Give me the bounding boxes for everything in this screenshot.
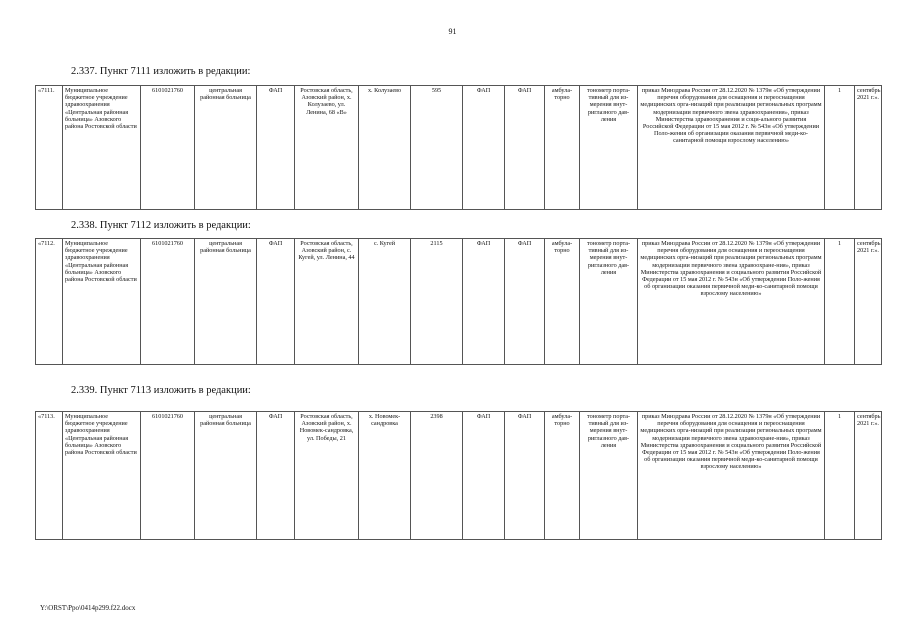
cell-quantity: 1 [825,86,855,210]
cell-parent-unit: центральная районная больница [195,86,257,210]
cell-quantity: 1 [825,239,855,365]
amendment-table-7111 [35,85,882,210]
table-row [36,412,882,540]
cell-type-2: ФАП [463,86,505,210]
cell-type-3: ФАП [505,239,545,365]
cell-code: 6101021760 [141,239,195,365]
cell-type-3: ФАП [505,412,545,540]
cell-parent-unit: центральная районная больница [195,239,257,365]
section-heading-2338: 2.338. Пункт 7112 изложить в редакции: [71,220,251,231]
cell-population: 2115 [411,239,463,365]
cell-type-2: ФАП [463,412,505,540]
cell-type-3: ФАП [505,86,545,210]
page-number: 91 [448,27,457,36]
cell-legal-basis: приказ Минздрава России от 28.12.2020 № 1379н «Об утверждении перечня оборудования для оснащения и переоснащения медицинских орга-низаций при реализации региональных программ модернизации первичного звена здравоохране-ния», приказ Министерства здравоохранения и социального развития Российской Федерации от 15 мая 2012 г. № 543н «Об утверждении Поло-жения об организации оказания первичной меди-ко-санитарной помощи взрослому населению» [638,412,825,540]
cell-care-form: амбула-торно [545,412,580,540]
cell-date: сентябрь 2021 г.». [855,412,882,540]
cell-number: «7111. [36,86,63,210]
cell-parent-unit: центральная районная больница [195,412,257,540]
cell-type-2: ФАП [463,239,505,365]
cell-address: Ростовская область, Азовский район, с. Кугей, ул. Ленина, 44 [295,239,359,365]
cell-type: ФАП [257,412,295,540]
cell-locality: х. Колузаево [359,86,411,210]
cell-population: 2398 [411,412,463,540]
cell-population: 595 [411,86,463,210]
cell-type: ФАП [257,86,295,210]
table-row [36,86,882,210]
cell-code: 6101021760 [141,86,195,210]
cell-locality: х. Новомек-сандровка [359,412,411,540]
cell-legal-basis: приказ Минздрава России от 28.12.2020 № 1379н «Об утверждении перечня оборудования для оснащения и переоснащения медицинских орга-низаций при реализации региональных программ модернизации первичного звена здравоохранения», приказ Министерства здравоохранения и соци-ального развития Российской Федерации от 15 мая 2012 г. № 543н «Об утверждении Поло-жения об организации оказания первичной меди-ко-санитарной помощи взрослому населению» [638,86,825,210]
section-heading-2339: 2.339. Пункт 7113 изложить в редакции: [71,385,251,396]
file-path-footer: Y:\ORST\Ppo\0414p299.f22.docx [40,604,136,612]
section-heading-2337: 2.337. Пункт 7111 изложить в редакции: [71,66,251,77]
cell-quantity: 1 [825,412,855,540]
cell-type: ФАП [257,239,295,365]
cell-equipment: тонометр порта-тивный для из-мерения внут-риглазного дав-ления [580,412,638,540]
cell-locality: с. Кугей [359,239,411,365]
cell-date: сентябрь 2021 г.». [855,86,882,210]
cell-address: Ростовская область, Азовский район, х. Колузаево, ул. Ленина, 68 «В» [295,86,359,210]
cell-organization: Муниципальное бюджетное учреждение здравоохранения «Центральная районная больница» Азовского района Ростовской области [63,86,141,210]
cell-organization: Муниципальное бюджетное учреждение здравоохранения «Центральная районная больница» Азовского района Ростовской области [63,239,141,365]
cell-equipment: тонометр порта-тивный для из-мерения внут-риглазного дав-ления [580,239,638,365]
cell-care-form: амбула-торно [545,86,580,210]
cell-code: 6101021760 [141,412,195,540]
cell-number: «7112. [36,239,63,365]
cell-organization: Муниципальное бюджетное учреждение здравоохранения «Центральная районная больница» Азовского района Ростовской области [63,412,141,540]
cell-equipment: тонометр порта-тивный для из-мерения внут-риглазного дав-ления [580,86,638,210]
cell-address: Ростовская область, Азовский район, х. Новомек-сандровка, ул. Победы, 21 [295,412,359,540]
cell-number: «7113. [36,412,63,540]
cell-date: сентябрь 2021 г.». [855,239,882,365]
amendment-table-7112 [35,238,882,365]
amendment-table-7113 [35,411,882,540]
cell-legal-basis: приказ Минздрава России от 28.12.2020 № 1379н «Об утверждении перечня оборудования для оснащения и переоснащения медицинских орга-низаций при реализации региональных программ модернизации первичного звена здравоохране-ния», приказ Министерства здравоохранения и социального развития Российской Федерации от 15 мая 2012 г. № 543н «Об утверждении Поло-жения об организации оказания первичной меди-ко-санитарной помощи взрослому населению» [638,239,825,365]
cell-care-form: амбула-торно [545,239,580,365]
table-row [36,239,882,365]
